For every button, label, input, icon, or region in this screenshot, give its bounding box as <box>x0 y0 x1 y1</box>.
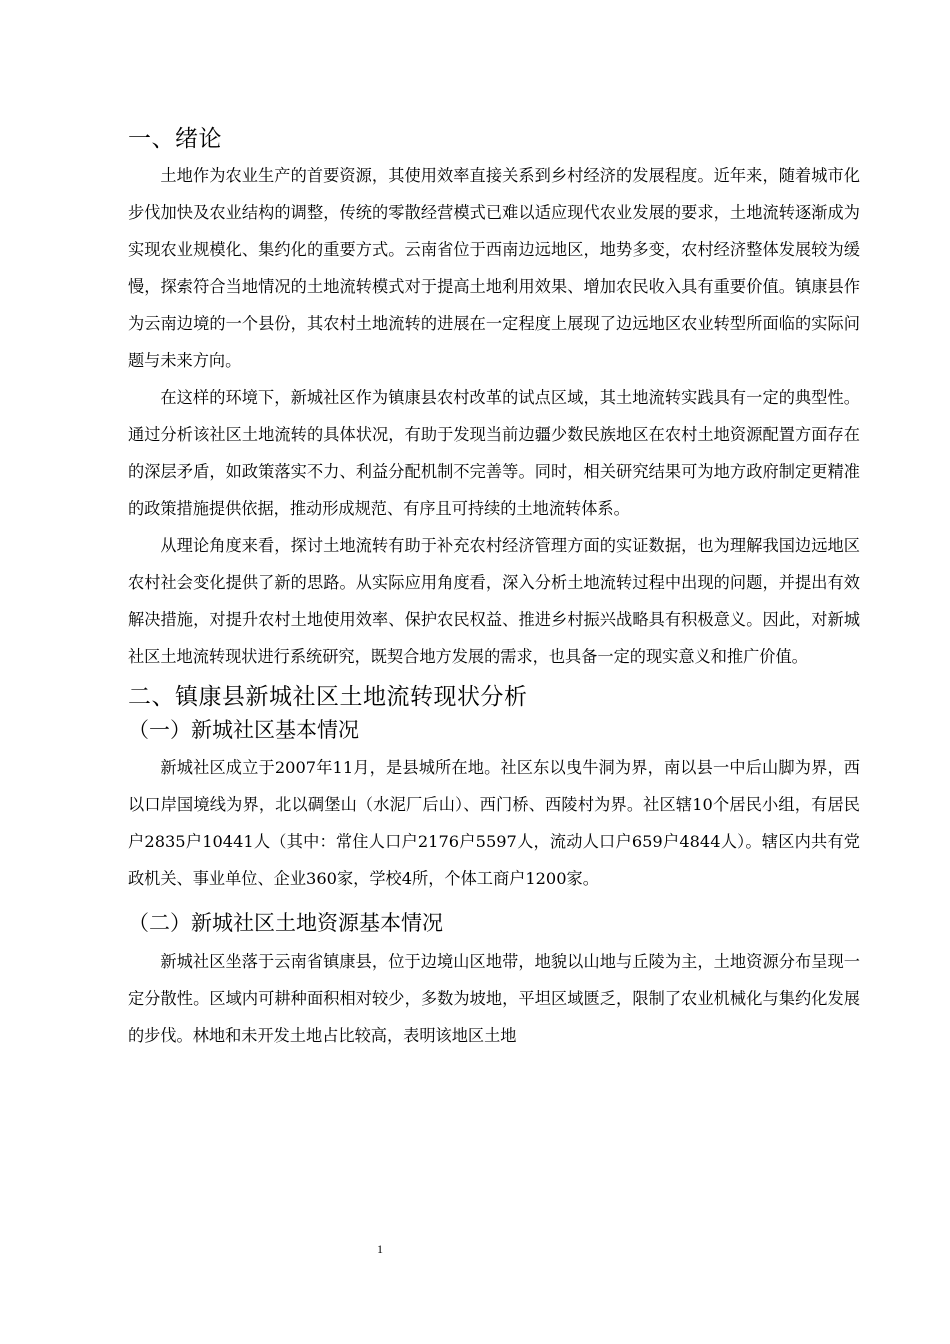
section-heading-status-analysis: 二、镇康县新城社区土地流转现状分析 <box>128 684 528 710</box>
paragraph: 新城社区坐落于云南省镇康县，位于边境山区地带，地貌以山地与丘陵为主，土地资源分布呈现一定分散性。区域内可耕种面积相对较少，多数为坡地，平坦区域匮乏，限制了农业机械化与集约化发展的步伐。林地和未开发土地占比较高，表明该地区土地 <box>128 952 860 1045</box>
page-number: 1 <box>377 1242 383 1256</box>
section-heading-introduction: 一、绪论 <box>128 126 222 152</box>
paragraph: 从理论角度来看，探讨土地流转有助于补充农村经济管理方面的实证数据，也为理解我国边远地区农村社会变化提供了新的思路。从实际应用角度看，深入分析土地流转过程中出现的问题，并提出有效解决措施，对提升农村土地使用效率、保护农民权益、推进乡村振兴战略具有积极意义。因此，对新城社区土地流转现状进行系统研究，既契合地方发展的需求，也具备一定的现实意义和推广价值。 <box>128 536 860 666</box>
paragraph: 在这样的环境下，新城社区作为镇康县农村改革的试点区域，其土地流转实践具有一定的典型性。通过分析该社区土地流转的具体状况，有助于发现当前边疆少数民族地区在农村土地资源配置方面存在的深层矛盾，如政策落实不力、利益分配机制不完善等。同时，相关研究结果可为地方政府制定更精准的政策措施提供依据，推动形成规范、有序且可持续的土地流转体系。 <box>128 388 860 518</box>
subsection-heading-land-resources: （二）新城社区土地资源基本情况 <box>128 911 443 935</box>
paragraph: 新城社区成立于2007年11月，是县城所在地。社区东以曳牛洞为界，南以县一中后山脚为界，西以口岸国境线为界，北以碉堡山（水泥厂后山）、西门桥、西陵村为界。社区辖10个居民小组，有居民户2835户10441人（其中：常住人口户2176户5597人，流动人口户659户4844人）。辖区内共有党政机关、事业单位、企业360家，学校4所，个体工商户1200家。 <box>128 758 860 888</box>
document-body <box>128 124 860 1054</box>
paragraph: 土地作为农业生产的首要资源，其使用效率直接关系到乡村经济的发展程度。近年来，随着城市化步伐加快及农业结构的调整，传统的零散经营模式已难以适应现代农业发展的要求，土地流转逐渐成为实现农业规模化、集约化的重要方式。云南省位于西南边远地区，地势多变，农村经济整体发展较为缓慢，探索符合当地情况的土地流转模式对于提高土地利用效果、增加农民收入具有重要价值。镇康县作为云南边境的一个县份，其农村土地流转的进展在一定程度上展现了边远地区农业转型所面临的实际问题与未来方向。 <box>128 166 860 370</box>
subsection-heading-community-overview: （一）新城社区基本情况 <box>128 718 359 742</box>
